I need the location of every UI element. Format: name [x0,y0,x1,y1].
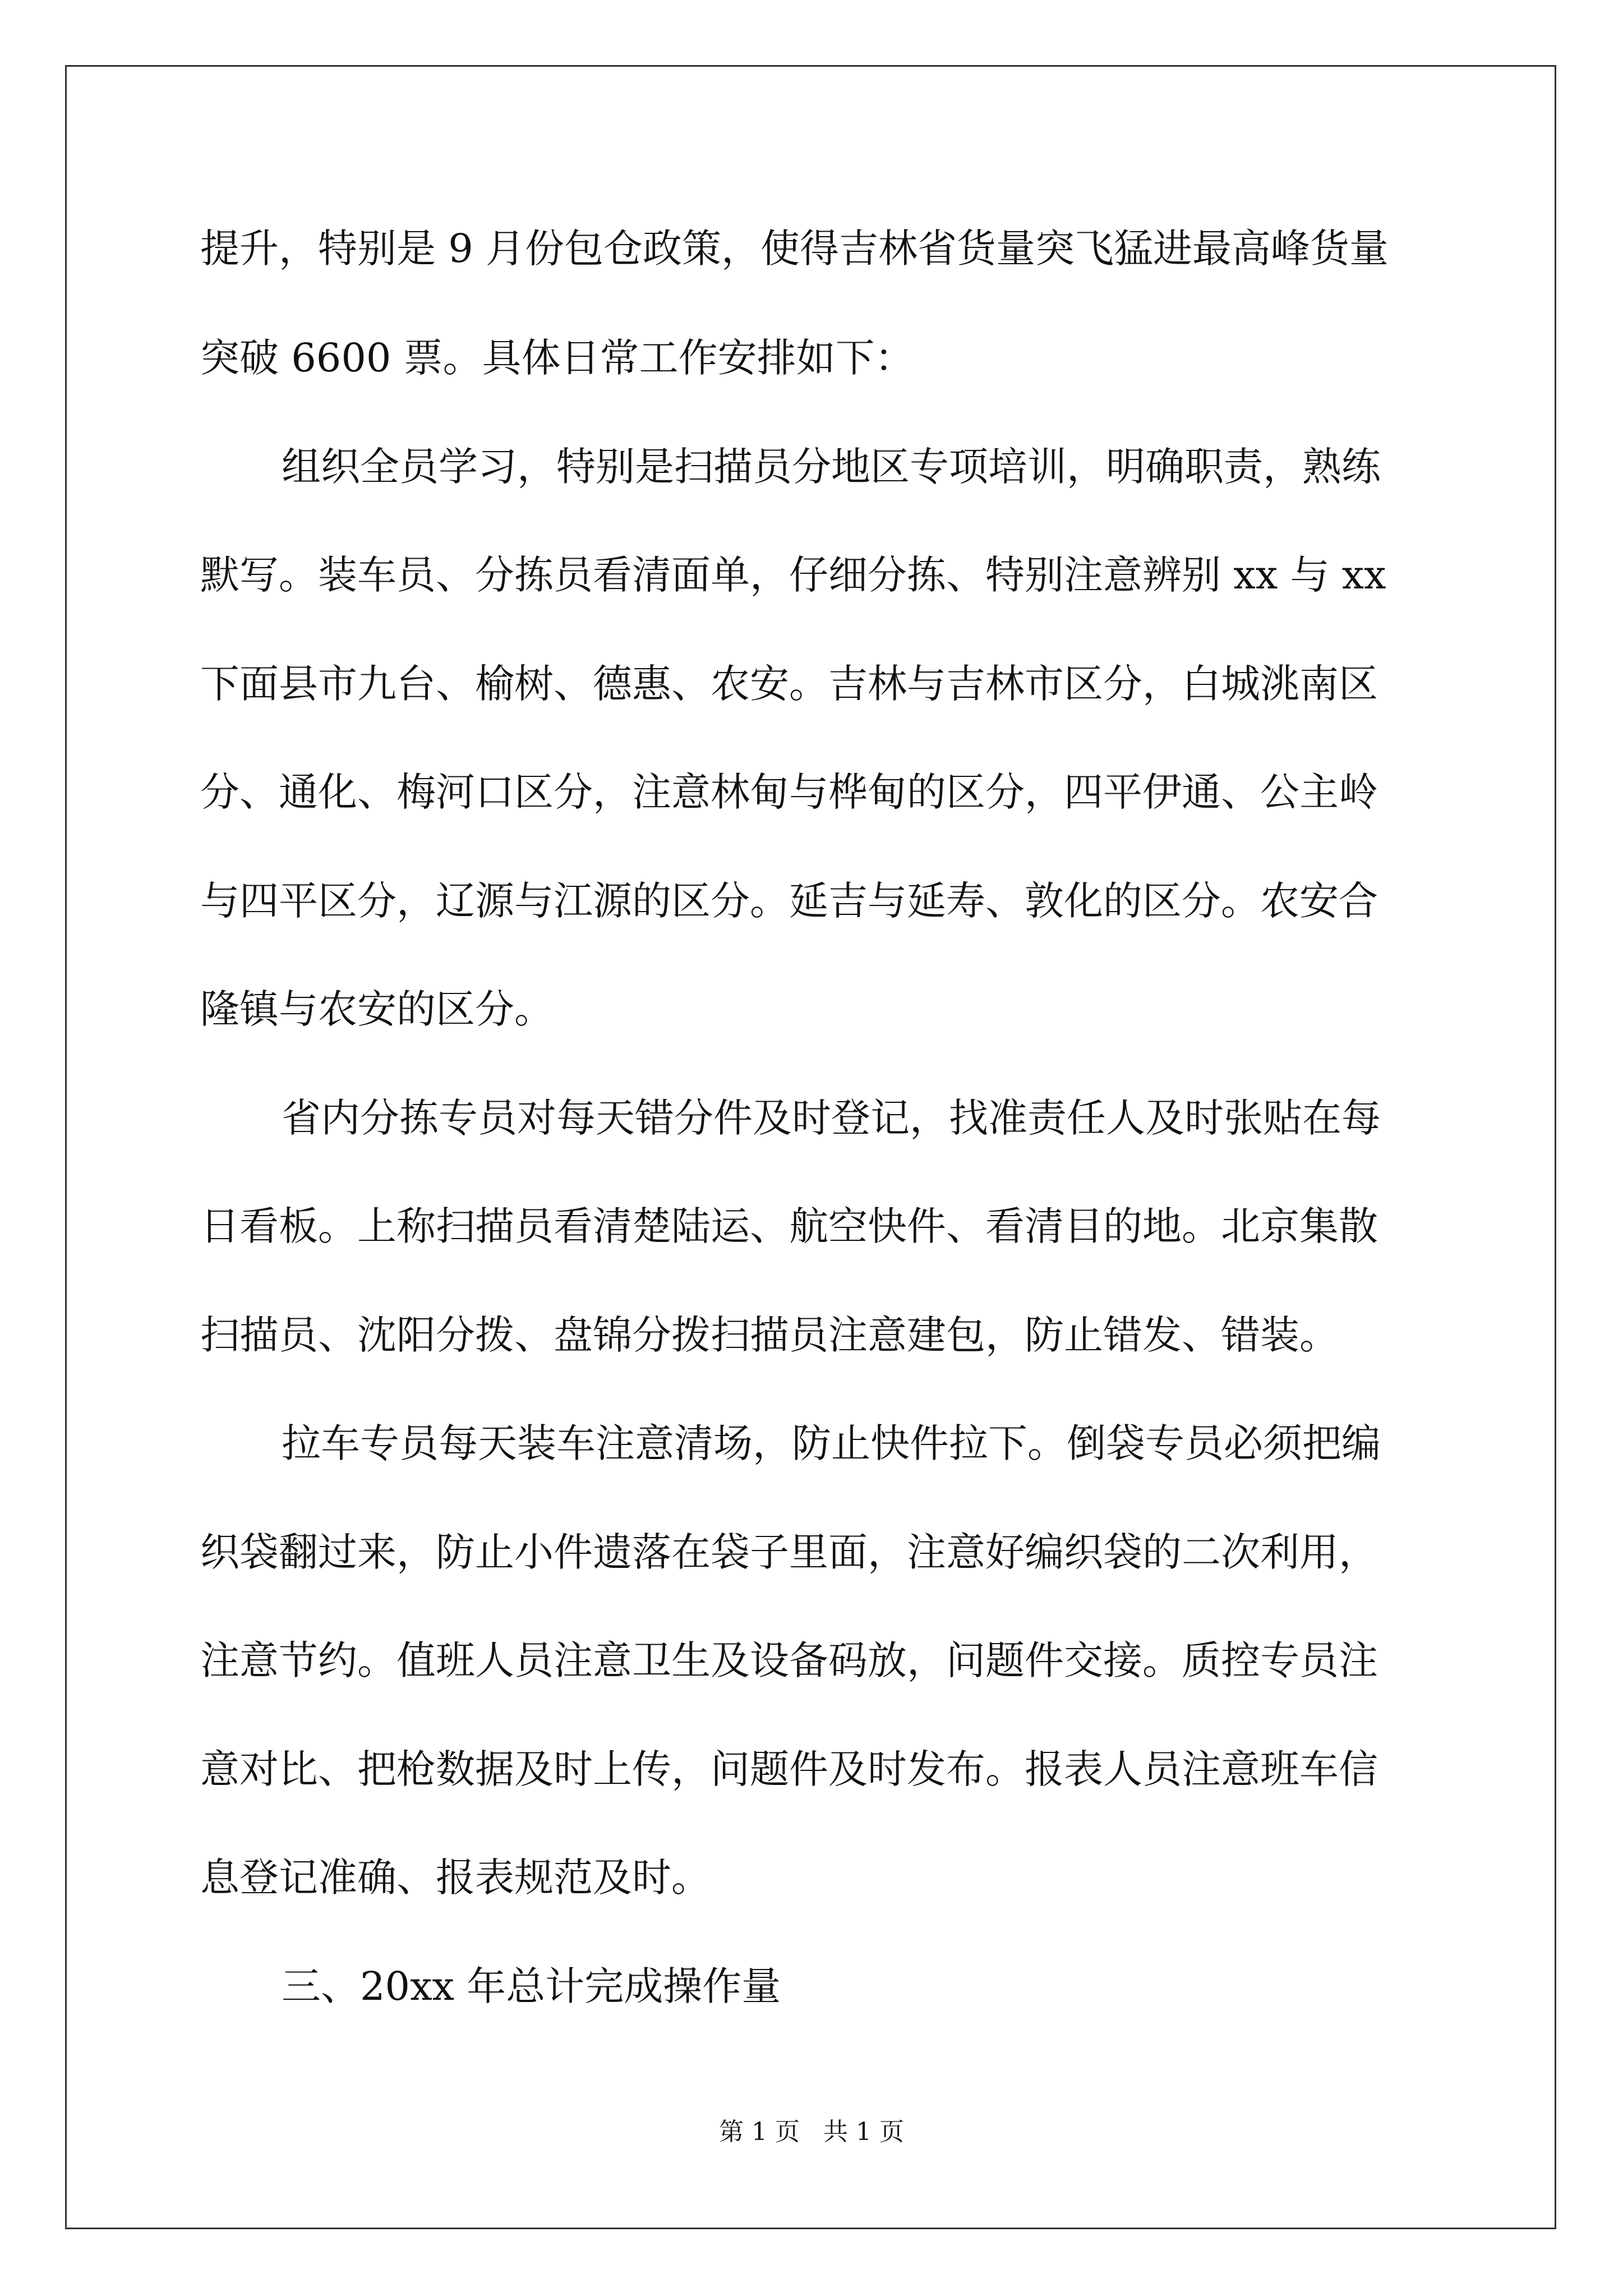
text-line: 日看板。上称扫描员看清楚陆运、航空快件、看清目的地。北京集散 [200,1203,1378,1249]
section-heading: 三、20xx 年总计完成操作量 [282,1963,781,2009]
page-border [65,65,1556,2229]
paragraph-start: 组织全员学习，特别是扫描员分地区专项培训，明确职责，熟练 [282,444,1381,490]
text-line: 息登记准确、报表规范及时。 [200,1855,711,1901]
page-number-footer: 第 1 页 共 1 页 [719,2118,904,2146]
text-line: 突破 6600 票。具体日常工作安排如下： [200,335,914,381]
text-line: 分、通化、梅河口区分，注意林甸与桦甸的区分，四平伊通、公主岭 [200,769,1378,815]
text-line: 与四平区分，辽源与江源的区分。延吉与延寿、敦化的区分。农安合 [200,878,1378,924]
text-line: 默写。装车员、分拣员看清面单，仔细分拣、特别注意辨别 xx 与 xx [200,552,1386,598]
paragraph-start: 拉车专员每天装车注意清场，防止快件拉下。倒袋专员必须把编 [282,1420,1381,1466]
text-line: 隆镇与农安的区分。 [200,986,554,1032]
text-line: 注意节约。值班人员注意卫生及设备码放，问题件交接。质控专员注 [200,1637,1378,1683]
text-line: 扫描员、沈阳分拨、盘锦分拨扫描员注意建包，防止错发、错装。 [200,1312,1339,1358]
text-line: 意对比、把枪数据及时上传，问题件及时发布。报表人员注意班车信 [200,1746,1378,1792]
paragraph-start: 省内分拣专员对每天错分件及时登记，找准责任人及时张贴在每 [282,1095,1381,1141]
text-line: 织袋翻过来，防止小件遗落在袋子里面，注意好编织袋的二次利用， [200,1529,1378,1575]
text-line: 提升，特别是 9 月份包仓政策，使得吉林省货量突飞猛进最高峰货量 [200,226,1389,272]
text-line: 下面县市九台、榆树、德惠、农安。吉林与吉林市区分，白城洮南区 [200,661,1378,707]
